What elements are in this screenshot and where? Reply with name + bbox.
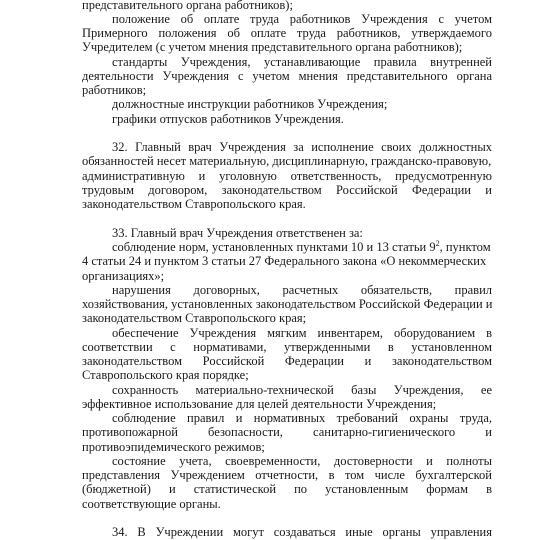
- text-line: 32. Главный врач Учреждения за исполнение своих должностных: [112, 140, 492, 155]
- text-line: противопожарной безопасности, санитарно-гигиенического и: [82, 425, 492, 440]
- text-line: обеспечение Учреждения мягким инвентарем, оборудованием в: [112, 325, 492, 340]
- text-line: Ставропольского края порядке;: [82, 368, 249, 383]
- text-line: представления Учреждением отчетности, в том числе бухгалтерской: [82, 468, 492, 483]
- text-line: представительного органа работников);: [82, 0, 293, 12]
- text-line: положение об оплате труда работников Учреждения с учетом: [112, 11, 492, 26]
- text-line: 34. В Учреждении могут создаваться иные органы управления: [112, 525, 492, 540]
- text-line: административную и уголовную ответственность, предусмотренную: [82, 168, 492, 183]
- text-line-main: соблюдение норм, установленных пунктами 10 и 13 статьи 9: [112, 240, 436, 255]
- text-line: графики отпусков работников Учреждения.: [112, 111, 344, 126]
- text-line: стандарты Учреждения, устанавливающие правила внутренней: [112, 54, 492, 69]
- superscript: 2: [435, 238, 440, 248]
- text-line: нарушения договорных, расчетных обязательств, правил: [112, 282, 492, 297]
- text-line: законодательством Ставропольского края.: [82, 197, 306, 212]
- text-line: соблюдение правил и нормативных требований охраны труда,: [112, 411, 492, 426]
- text-line: соответствующие органы.: [82, 496, 221, 511]
- text-line: обязанностей несет материальную, дисциплинарную, гражданско-правовую,: [82, 154, 492, 169]
- text-line: соответствии с нормативами, утвержденными в установленном: [82, 339, 492, 354]
- text-line: законодательством Ставропольского края;: [82, 311, 307, 326]
- text-line: трудовым договором, законодательством Российской Федерации и: [82, 183, 492, 197]
- text-line: противоэпидемического режимов;: [82, 439, 265, 454]
- text-line: сохранность материально-технической базы Учреждения, ее: [112, 382, 492, 397]
- text-line: состояние учета, своевременности, достоверности и полноты: [112, 453, 492, 468]
- text-line: 33. Главный врач Учреждения ответственен за:: [112, 225, 363, 240]
- text-line: эффективное использование для целей деятельности Учреждения;: [82, 396, 437, 411]
- text-line: Учредителем (с учетом мнения представительного органа работников);: [82, 40, 463, 55]
- text-line: должностные инструкции работников Учреждения;: [112, 97, 388, 112]
- text-line: работников;: [82, 83, 147, 98]
- text-line-tail: , пунктом: [439, 240, 491, 255]
- text-line: законодательством Российской Федерации и законодательством: [82, 354, 492, 369]
- text-line: хозяйствования, установленных законодательством Российской Федерации и: [82, 297, 493, 312]
- text-line: деятельности Учреждения с учетом мнения представительного органа: [82, 68, 492, 83]
- text-line: 4 статьи 24 и пунктом 3 статьи 27 Федерального закона «О некоммерческих: [82, 254, 487, 269]
- text-line: (бюджетной) и статистической по установленным формам в: [82, 482, 492, 497]
- text-line: организациях»;: [82, 268, 165, 283]
- text-line: Примерного положения об оплате труда работников, утверждаемого: [82, 26, 492, 41]
